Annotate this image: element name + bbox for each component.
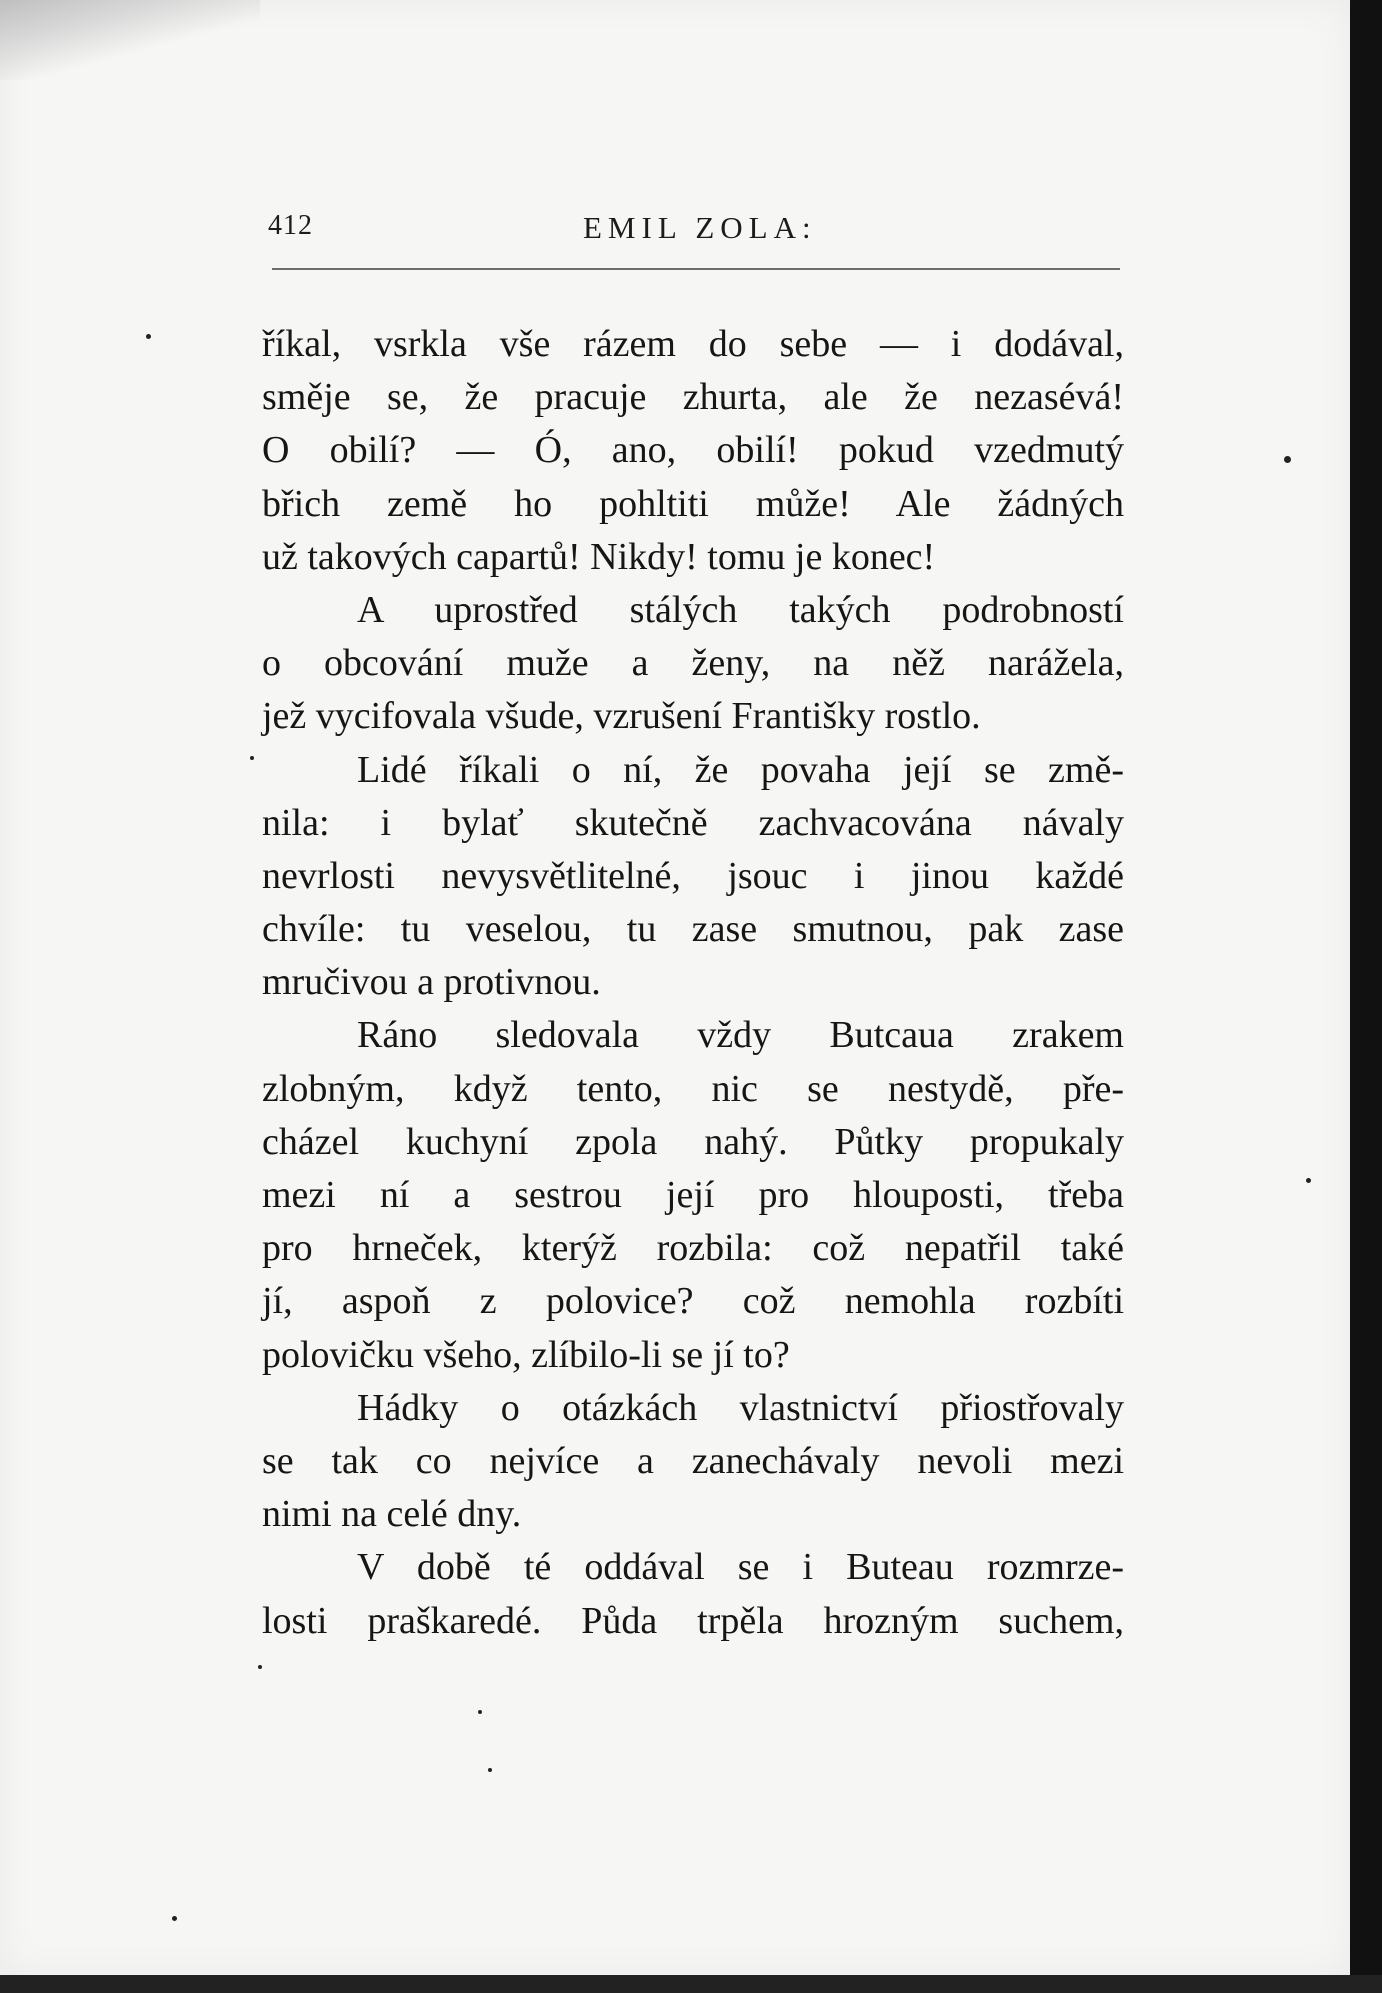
text-line: O obilí? — Ó, ano, obilí! pokud vzedmutý (262, 429, 1124, 472)
scan-speck (172, 1916, 177, 1921)
scan-right-edge (1350, 0, 1382, 1993)
text-line: mezi ní a sestrou její pro hlouposti, třeba (262, 1174, 1124, 1216)
text-line: břich země ho pohltiti může! Ale žádných (262, 482, 1124, 525)
page-header (268, 210, 1120, 250)
scan-speck (146, 334, 151, 339)
text-line: už takových capartů! Nikdy! tomu je konec! (262, 535, 936, 578)
text-line: o obcování muže a ženy, na něž narážela, (262, 642, 1124, 685)
scan-speck (1306, 1178, 1311, 1183)
text-line: losti praškaredé. Půda trpěla hrozným suchem, (262, 1599, 1124, 1642)
header-rule (272, 268, 1120, 270)
text-line: směje se, že pracuje zhurta, ale že nezasévá! (262, 376, 1124, 419)
scan-speck (258, 1665, 262, 1669)
scan-speck (478, 1710, 482, 1714)
text-line: V době té oddával se i Buteau rozmrze- (357, 1546, 1124, 1589)
page-number: 412 (268, 210, 313, 241)
text-line: A uprostřed stálých takých podrobností (357, 588, 1124, 631)
text-line: jí, aspoň z polovice? což nemohla rozbíti (262, 1280, 1124, 1323)
text-line: cházel kuchyní zpola nahý. Půtky propukaly (262, 1120, 1124, 1163)
text-line: chvíle: tu veselou, tu zase smutnou, pak zase (262, 908, 1124, 951)
scan-speck (488, 1768, 492, 1772)
scan-bottom-edge (0, 1975, 1382, 1993)
text-line: jež vycifovala všude, vzrušení Františky rostlo. (262, 695, 981, 738)
text-line: nimi na celé dny. (262, 1493, 522, 1536)
scan-speck (1284, 456, 1291, 463)
text-line: zlobným, když tento, nic se nestydě, pře- (262, 1067, 1124, 1110)
text-line: říkal, vsrkla vše rázem do sebe — i dodával, (262, 323, 1124, 365)
text-line: se tak co nejvíce a zanechávaly nevoli mezi (262, 1439, 1124, 1482)
text-line: nila: i bylať skutečně zachvacována návaly (262, 801, 1124, 844)
text-line: Lidé říkali o ní, že povaha její se změ- (357, 748, 1124, 791)
text-line: pro hrneček, kterýž rozbila: což nepatřil také (262, 1227, 1124, 1270)
body-text (262, 318, 1124, 1648)
running-title: EMIL ZOLA: (583, 210, 817, 245)
text-line: Hádky o otázkách vlastnictví přiostřovaly (357, 1386, 1124, 1429)
text-line: nevrlosti nevysvětlitelné, jsouc i jinou každé (262, 854, 1124, 897)
scan-corner-artifact (0, 0, 260, 80)
text-line: mručivou a protivnou. (262, 961, 601, 1004)
scan-speck (250, 756, 254, 760)
text-line: Ráno sledovala vždy Butcaua zrakem (357, 1014, 1124, 1057)
text-line: polovičku všeho, zlíbilo-li se jí to? (262, 1333, 790, 1376)
